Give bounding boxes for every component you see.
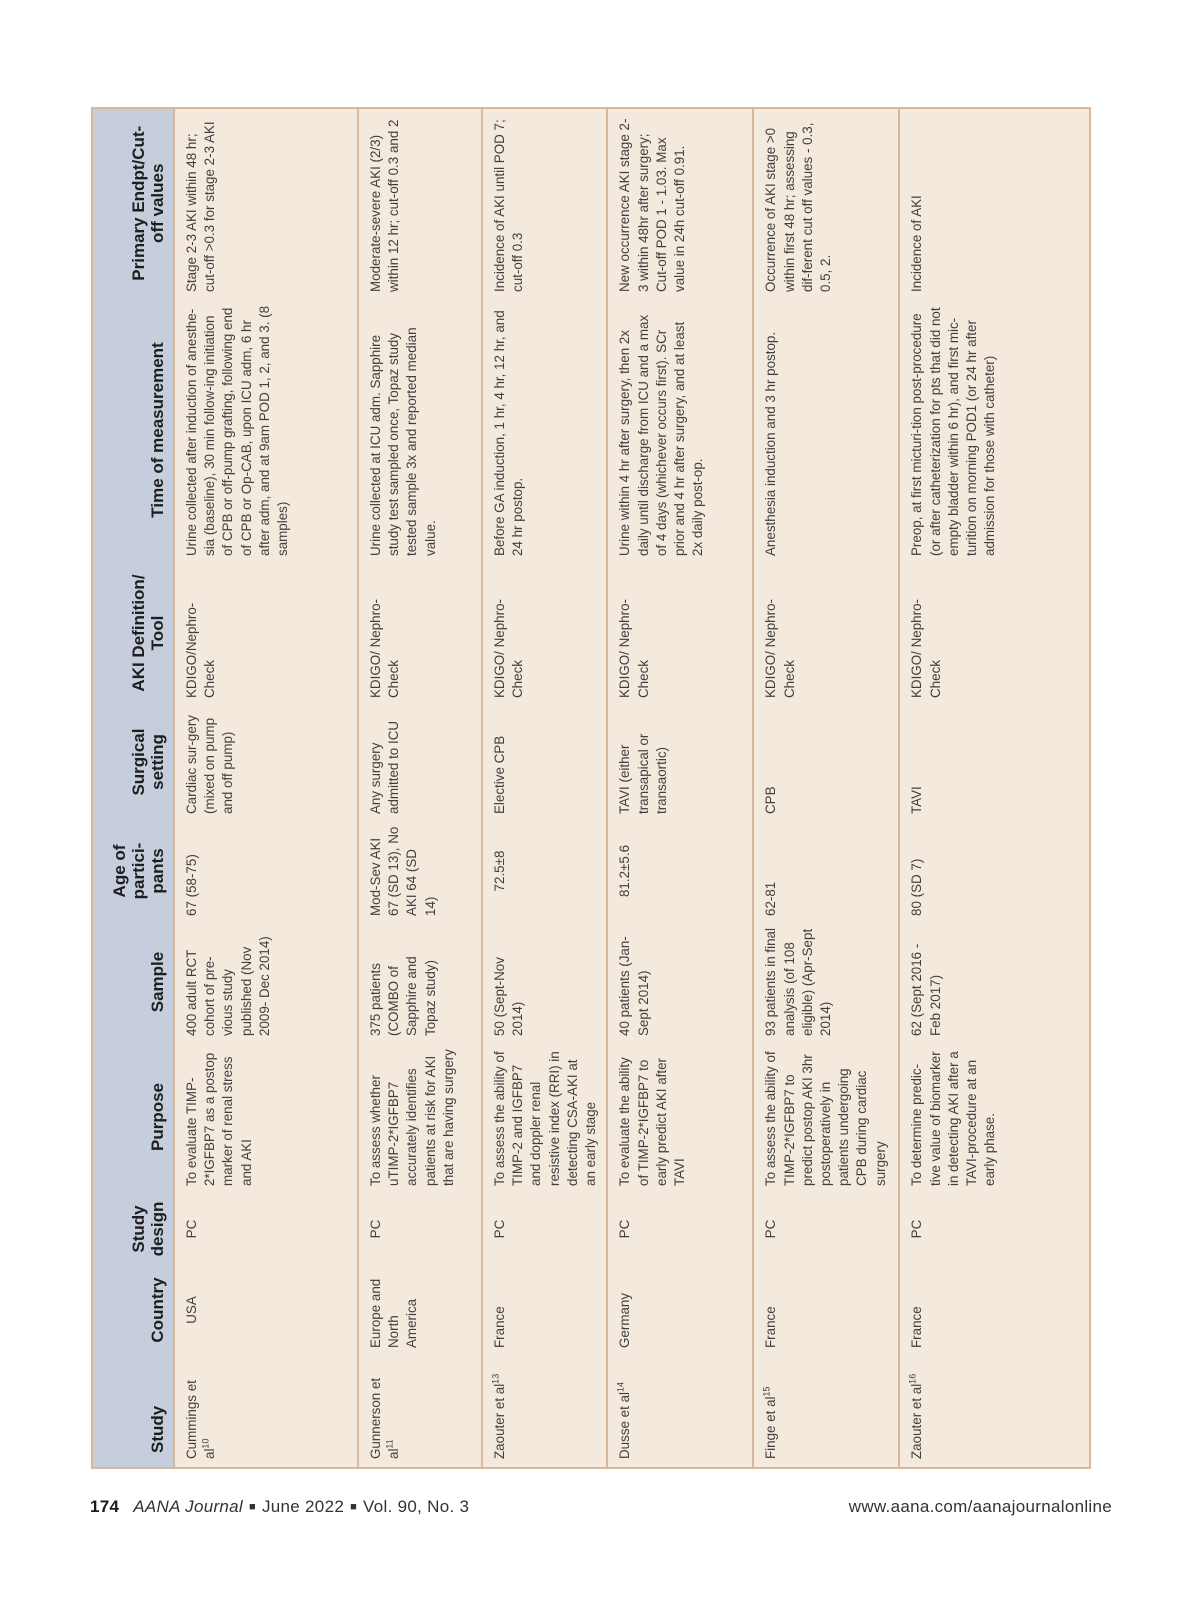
cell-aki-tool: KDIGO/ Nephro-Check (482, 562, 607, 704)
study-author: Zaouter et al (909, 1383, 925, 1459)
cell-aki-tool: KDIGO/ Nephro-Check (753, 562, 899, 704)
journal-name: AANA Journal (133, 1497, 244, 1516)
cell-sample: 62 (Sept 2016 - Feb 2017) (899, 922, 1090, 1042)
footer-citation (90, 1497, 469, 1517)
study-author: Gunnerson et al (368, 1377, 402, 1459)
cell-age: 62-81 (753, 820, 899, 922)
study-author: Finge et al (763, 1396, 779, 1459)
cell-country: USA (174, 1266, 358, 1354)
cell-study (899, 1354, 1090, 1468)
header-row (92, 108, 174, 1468)
footer-separator: ■ (350, 1501, 358, 1513)
cell-endpoint: New occurrence AKI stage 2-3 within 48hr after surgery; Cut-off POD 1 - 1.03. Max value in 24h cut-off 0.91. (607, 108, 753, 298)
table-row (607, 108, 753, 1468)
cell-setting: Cardiac sur-gery (mixed on pump and off pump) (174, 704, 358, 820)
cell-age: 80 (SD 7) (899, 820, 1090, 922)
cell-time: Urine collected at ICU adm. Sapphire study test sampled once, Topaz study tested sample 3x and reported median value. (358, 298, 482, 562)
header-study: Study (92, 1354, 174, 1468)
header-study-design: Study design (92, 1192, 174, 1266)
reference-number: 11 (384, 1439, 395, 1449)
cell-design: PC (174, 1192, 358, 1266)
cell-sample: 375 patients (COMBO of Sapphire and Topaz study) (358, 922, 482, 1042)
volume-issue: Vol. 90, No. 3 (363, 1497, 470, 1516)
cell-country: France (899, 1266, 1090, 1354)
cell-purpose: To assess whether uTIMP-2*IGFBP7 accurately identifies patients at risk for AKI that are having surgery (358, 1042, 482, 1192)
cell-country: France (482, 1266, 607, 1354)
table-row (899, 108, 1090, 1468)
cell-setting: Elective CPB (482, 704, 607, 820)
table-row (753, 108, 899, 1468)
cell-study (358, 1354, 482, 1468)
cell-time: Preop, at first micturi-tion post-procedure (or after catheterization for pts that did not empty bladder within 6 hr), and first mic-turition on morning POD1 (or 24 hr after admission for those with catheter) (899, 298, 1090, 562)
footer-url[interactable]: www.aana.com/aanajournalonline (848, 1497, 1112, 1516)
cell-design: PC (482, 1192, 607, 1266)
cell-country: Europe and North America (358, 1266, 482, 1354)
cell-purpose: To evaluate TIMP-2*IGFBP7 as a postop marker of renal stress and AKI (174, 1042, 358, 1192)
study-author: Cummings et al (184, 1380, 218, 1459)
header-time: Time of measurement (92, 298, 174, 562)
cell-purpose: To evaluate the ability of TIMP-2*IGFBP7 to early predict AKI after TAVI (607, 1042, 753, 1192)
header-purpose: Purpose (92, 1042, 174, 1192)
cell-endpoint: Incidence of AKI (899, 108, 1090, 298)
cell-setting: TAVI (899, 704, 1090, 820)
table-row (482, 108, 607, 1468)
cell-study (482, 1354, 607, 1468)
studies-table (91, 107, 1091, 1469)
header-age: Age of partici-pants (92, 820, 174, 922)
study-author: Zaouter et al (492, 1383, 507, 1459)
cell-setting: Any surgery admitted to ICU (358, 704, 482, 820)
cell-endpoint: Incidence of AKI until POD 7; cut-off 0.3 (482, 108, 607, 298)
cell-aki-tool: KDIGO/ Nephro-Check (899, 562, 1090, 704)
cell-design: PC (753, 1192, 899, 1266)
cell-age: 67 (58-75) (174, 820, 358, 922)
issue-date: June 2022 (261, 1497, 345, 1516)
cell-study (753, 1354, 899, 1468)
page-number: 174 (90, 1497, 120, 1516)
cell-purpose: To determine predic-tive value of biomarker in detecting AKI after a TAVI-procedure at an early phase. (899, 1042, 1090, 1192)
cell-age: 72.5±8 (482, 820, 607, 922)
reference-number: 10 (200, 1438, 211, 1449)
table-row (358, 108, 482, 1468)
footer-separator: ■ (249, 1501, 256, 1513)
reference-number: 15 (761, 1386, 772, 1397)
table-row (174, 108, 358, 1468)
cell-aki-tool: KDIGO/Nephro-Check (174, 562, 358, 704)
reference-number: 13 (490, 1373, 501, 1384)
cell-purpose: To assess the ability of TIMP-2 and IGFBP7 and doppler renal resistive index (RRI) in detecting CSA-AKI at an early stage (482, 1042, 607, 1192)
cell-sample: 400 adult RCT cohort of pre-vious study published (Nov 2009- Dec 2014) (174, 922, 358, 1042)
cell-time: Urine collected after induction of anesthe-sia (baseline), 30 min follow-ing initiation of CPB or off-pump grafting, following end of CPB or Op-CAB, upon ICU adm, 6 hr after adm, and at 9am POD 1, 2, and 3. (8 samples) (174, 298, 358, 562)
header-surgical-setting: Surgical setting (92, 704, 174, 820)
cell-age: 81.2±5.6 (607, 820, 753, 922)
cell-purpose: To assess the ability of TIMP-2*IGFBP7 to predict postop AKI 3hr postoperatively in patients undergoing CPB during cardiac surgery (753, 1042, 899, 1192)
cell-study (607, 1354, 753, 1468)
cell-aki-tool: KDIGO/ Nephro-Check (358, 562, 482, 704)
header-country: Country (92, 1266, 174, 1354)
header-aki-tool: AKI Definition/ Tool (92, 562, 174, 704)
cell-country: France (753, 1266, 899, 1354)
cell-endpoint: Stage 2-3 AKI within 48 hr; cut-off >0.3 for stage 2-3 AKI (174, 108, 358, 298)
cell-setting: TAVI (either transapical or transaortic) (607, 704, 753, 820)
cell-time: Before GA induction, 1 hr, 4 hr, 12 hr, and 24 hr postop. (482, 298, 607, 562)
cell-design: PC (899, 1192, 1090, 1266)
cell-study (174, 1354, 358, 1468)
cell-sample: 40 patients (Jan-Sept 2014) (607, 922, 753, 1042)
reference-number: 14 (615, 1381, 626, 1392)
cell-time: Urine within 4 hr after surgery, then 2x daily until discharge from ICU and a max of 4 days (whichever occurs first). SCr prior and 4 hr after surgery, and at least 2x daily post-op. (607, 298, 753, 562)
study-author: Dusse et al (617, 1392, 633, 1459)
cell-aki-tool: KDIGO/ Nephro-Check (607, 562, 753, 704)
header-endpoint: Primary Endpt/Cut-off values (92, 108, 174, 298)
cell-endpoint: Occurrence of AKI stage >0 within first 48 hr; assessing dif-ferent cut off values - 0.3, 0.5, 2. (753, 108, 899, 298)
cell-design: PC (358, 1192, 482, 1266)
cell-design: PC (607, 1192, 753, 1266)
table-container (91, 109, 1091, 1469)
reference-number: 16 (907, 1373, 918, 1384)
cell-country: Germany (607, 1266, 753, 1354)
header-sample: Sample (92, 922, 174, 1042)
cell-setting: CPB (753, 704, 899, 820)
cell-time: Anesthesia induction and 3 hr postop. (753, 298, 899, 562)
cell-age: Mod-Sev AKI 67 (SD 13), No AKI 64 (SD 14) (358, 820, 482, 922)
cell-endpoint: Moderate-severe AKI (2/3) within 12 hr; cut-off 0.3 and 2 (358, 108, 482, 298)
cell-sample: 50 (Sept-Nov 2014) (482, 922, 607, 1042)
cell-sample: 93 patients in final analysis (of 108 eligible) (Apr-Sept 2014) (753, 922, 899, 1042)
